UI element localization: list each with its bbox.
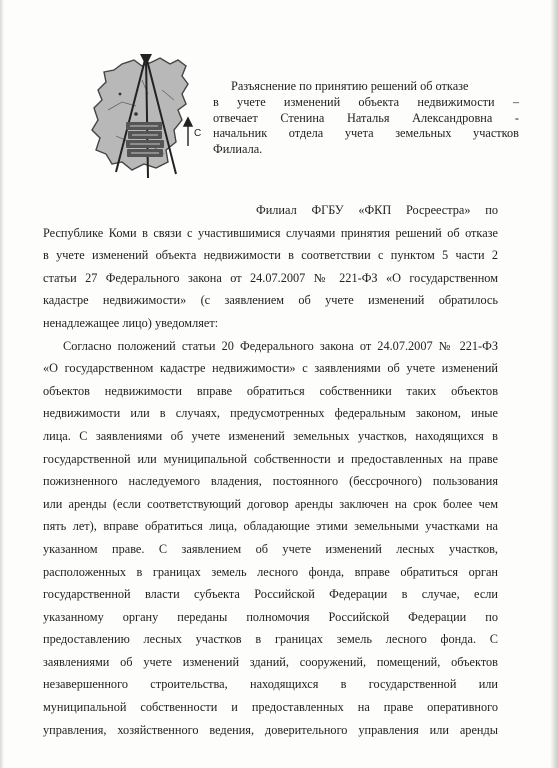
body-line: в учете изменений объекта недвижимости в соответствии с пунктом 5 части 2 [43, 248, 498, 263]
body-line: Республике Коми в связи с участившимися случаями принятия решений об отказе [43, 225, 498, 240]
map-dot [134, 112, 138, 116]
heading-line: отвечает Стенина Наталья Александровна - [213, 110, 519, 125]
cadastre-logo-icon [82, 50, 210, 180]
tripod-head [140, 54, 152, 62]
body-line: предоставлению лесных участков в границах земель лесного фонда. С [43, 632, 498, 647]
document-body [43, 199, 498, 741]
body-line: заявлениями об учете изменений зданий, сооружений, помещений, объектов [43, 654, 498, 669]
body-line: пожизненного наследуемого владения, постоянного (бессрочного) пользования [43, 474, 498, 489]
heading-line: Разъяснение по принятию решений об отказе [231, 79, 469, 93]
body-line: незавершенного строительства, находящихся в государственной или [43, 677, 498, 692]
body-line: расположенных в границах земель лесного фонда, вправе обратиться орган [43, 564, 498, 579]
body-line: статьи 27 Федерального закона от 24.07.2007 № 221-ФЗ «О государственном [43, 270, 498, 285]
body-line: объектов недвижимости вправе обратиться собственники таких объектов [43, 383, 498, 398]
body-line: указанном праве. С заявлением об учете изменений лесных участков, [43, 541, 498, 556]
body-line: Филиал ФГБУ «ФКП Росреестра» по [256, 203, 498, 217]
body-line: недвижимости или в случаях, предусмотренных федеральным законом, иные [43, 406, 498, 421]
logo-letter: С [194, 128, 202, 139]
body-line: или аренды (если соответствующий договор аренды заключен на срок более чем [43, 496, 498, 511]
body-line: муниципальной собственности и предоставленных на праве оперативного [43, 700, 498, 715]
north-arrow-icon [184, 118, 192, 146]
heading-line: начальник отдела учета земельных участков [213, 126, 519, 141]
scan-edge-left [0, 0, 4, 768]
document-heading [213, 79, 519, 158]
body-line: указанному органу переданы полномочия Российской Федерации по [43, 609, 498, 624]
body-line: Согласно положений статьи 20 Федерального закона от 24.07.2007 № 221-ФЗ [63, 338, 498, 353]
heading-line: Филиала. [213, 142, 263, 157]
body-line: государственной или муниципальной собственности и предоставленных на праве [43, 451, 498, 466]
body-line: «О государственном кадастре недвижимости» с заявлениями об учете изменений [43, 361, 498, 376]
scan-edge-right [550, 0, 558, 768]
heading-line: в учете изменений объекта недвижимости – [213, 94, 519, 109]
body-line: лица. С заявлениями об учете изменений земельных участков, находящихся в [43, 428, 498, 443]
body-line: пять лет), вправе обратиться лица, обладающие этими земельными участками на [43, 519, 498, 534]
body-line: кадастре недвижимости» (с заявлением об учете изменений обратилось [43, 293, 498, 308]
body-line: государственной власти субъекта Российской Федерации в случае, если [43, 587, 498, 602]
map-dot [119, 93, 122, 96]
body-line: управления, хозяйственного ведения, доверительного управления или аренды [43, 722, 498, 737]
body-line: ненадлежащее лицо) уведомляет: [43, 315, 219, 330]
